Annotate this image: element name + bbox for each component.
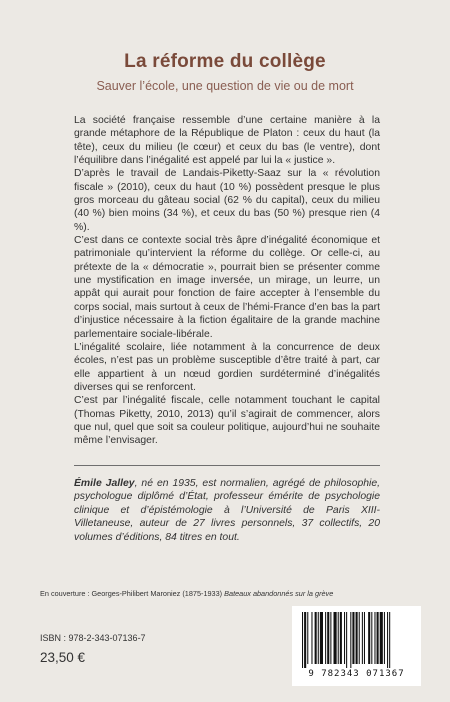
blurb-paragraph: L’inégalité scolaire, liée notamment à la concurrence de deux écoles, n’est pas un problème susceptible d’être traité à part, car elle appartient à un nœud gordien surdéterminé d’inégalités diverses qui se renforcent. <box>74 341 380 393</box>
barcode-bar <box>315 612 317 664</box>
barcode-bar <box>304 612 306 668</box>
barcode-bar <box>302 612 303 668</box>
barcode-bar <box>346 612 347 668</box>
blurb-paragraph: D’après le travail de Landais-Piketty-Saaz sur la « révolution fiscale » (2010), ceux du haut (10 %) possèdent presque le plus gros morceau du gâteau social (62 % du capital), ceux du milieu (40 %) bien moins (34 %), et ceux du bas (50 %) presque rien (4 %). <box>74 168 380 233</box>
barcode-digits: 9 782343 071367 <box>308 669 405 679</box>
divider <box>74 465 380 466</box>
barcode-icon <box>300 612 413 668</box>
barcode-bar <box>389 612 390 668</box>
barcode-bar <box>364 612 365 664</box>
barcode-bar <box>352 612 354 664</box>
barcode-bar <box>371 612 372 664</box>
barcode-bar <box>338 612 339 664</box>
barcode-bar <box>380 612 383 664</box>
barcode-bar <box>334 612 337 664</box>
barcode-bar <box>387 612 388 668</box>
cover-credit-work: Bateaux abandonnés sur la grève <box>224 589 334 598</box>
barcode-bar <box>320 612 323 664</box>
book-subtitle: Sauver l’école, une question de vie ou de mort <box>96 79 354 93</box>
barcode-bar <box>344 612 345 664</box>
barcode-bar <box>307 612 308 664</box>
blurb-paragraph: La société française ressemble d’une certaine manière à la grande métaphore de la République de Platon : ceux du haut (la tête), ceux du milieu (le cœur) et ceux du bas (le ventre), dont l’équilibre dans l’inégalité est appelé par lui la « justice ». <box>74 115 380 167</box>
barcode-bar <box>359 612 360 664</box>
barcode-bar <box>318 612 319 664</box>
barcode-bar <box>384 612 385 664</box>
barcode-bar <box>368 612 370 664</box>
cover-credit <box>40 589 420 598</box>
barcode-bar <box>327 612 329 664</box>
blurb-paragraph: C’est dans ce contexte social très âpre d’inégalité économique et patrimoniale qu’intervient la réforme du collège. Or celle-ci, au prétexte de la « démocratie », pourrait bien se présenter comme une mystification en image inversée, un mirage, un leurre, un appât qui aurait pour fonction de faire accepter à l’ensemble du corps social, mais surtout à ceux de l’hémi-France d’en bas la part d’injustice nécessaire à la fiction égalitaire de la grande machine parlementaire sociale-libérale. <box>74 235 380 340</box>
barcode-bar <box>325 612 326 664</box>
price: 23,50 € <box>40 650 86 665</box>
barcode-bar <box>311 612 312 664</box>
author-name: Émile Jalley <box>74 478 135 489</box>
barcode-bar <box>350 612 351 668</box>
barcode-bar <box>340 612 342 664</box>
barcode-bar <box>374 612 375 664</box>
blurb-paragraph: C’est par l’inégalité fiscale, celle notamment touchant le capital (Thomas Piketty, 2010, 2013) qu’il s’agirait de commencer, alors que nul, quel que soit sa couleur politique, aujourd’hui ne souhaite même l’envisager. <box>74 395 380 447</box>
barcode-bar <box>356 612 358 664</box>
barcode <box>292 606 421 686</box>
author-bio-text: , né en 1935, est normalien, agrégé de philosophie, psychologue diplômé d’État, professeur émérite de psychologie clinique et d’épistémologie à l’Université de Paris XIII-Villetaneuse, auteur de 27 livres personnels, 37 collectifs, 20 volumes d’éditions, 84 titres en tout. <box>74 478 381 543</box>
barcode-bar <box>362 612 363 664</box>
author-bio <box>74 477 380 544</box>
cover-credit-prefix: En couverture : Georges-Philibert Maroniez (1875-1933) <box>40 589 225 598</box>
barcode-bar <box>377 612 379 664</box>
book-title: La réforme du collège <box>124 51 326 72</box>
isbn: ISBN : 978-2-343-07136-7 <box>40 633 146 643</box>
barcode-bar <box>330 612 331 664</box>
blurb <box>74 114 380 448</box>
